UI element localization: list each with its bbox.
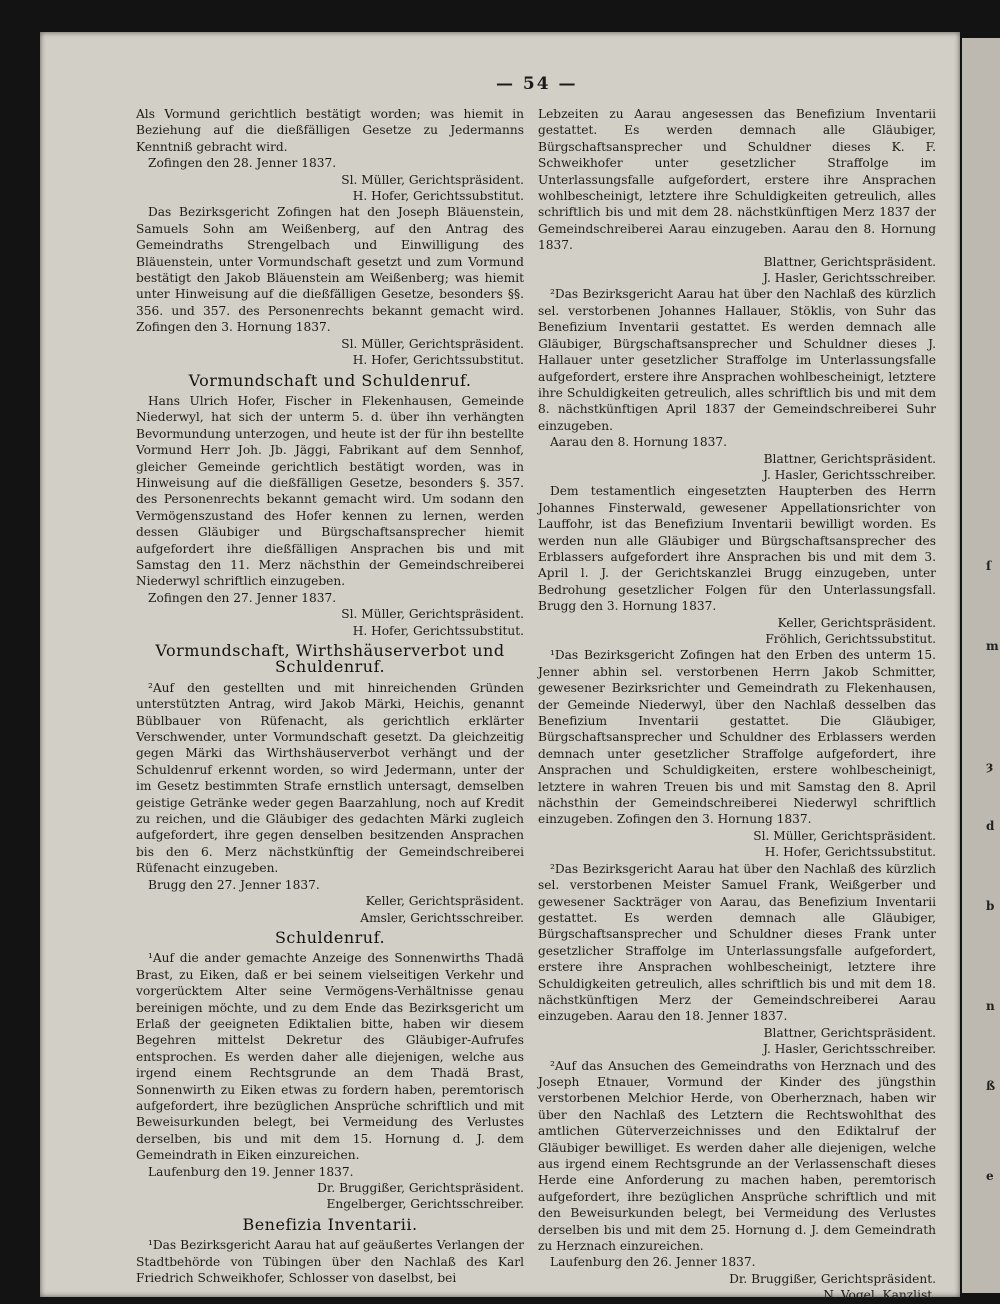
notice-date: Brugg den 27. Jenner 1837.	[148, 877, 320, 892]
notice-text: Hans Ulrich Hofer, Fischer in Flekenhausen, Gemeinde Niederwyl, hat sich der unterm 5. d. über ihn verhängten Bevormundung unterzogen, und heute ist der für ihn bestellte Vormund Herr Joh. Jb. Jäggi, Fabrikant auf dem Sennhof, gleicher Gemeinde gerichtlich bestätigt worden, was in Hinweisung auf die dießfälligen Gesetze, besonders §. 357. des Personenrechts bekannt gemacht wird. Um sodann den Vermögenszustand des Hofer kennen zu lernen, werden dessen Gläubiger und Bürgschaftsansprecher hiemit aufgefordert ihre dießfälligen Ansprachen bis und mit Samstag den 11. Merz nächsthin der Gemeindschreiberei Niederwyl schriftlich einzugeben.	[136, 393, 524, 589]
signature: Engelberger, Gerichtsschreiber.	[326, 1197, 524, 1212]
adjacent-page-fragment: b	[986, 899, 995, 913]
signature: N. Vogel, Kanzlist.	[823, 1288, 936, 1303]
adjacent-page-fragment: ß	[986, 1079, 996, 1093]
signature: Dr. Bruggißer, Gerichtspräsident.	[729, 1271, 936, 1286]
signature: J. Hasler, Gerichtsschreiber.	[763, 467, 936, 482]
signature: H. Hofer, Gerichtssubstitut.	[352, 623, 524, 638]
adjacent-page-fragment: e	[986, 1169, 994, 1183]
signature: Blattner, Gerichtspräsident.	[763, 1025, 936, 1040]
signature: Blattner, Gerichtspräsident.	[763, 254, 936, 269]
signature: Keller, Gerichtspräsident.	[365, 894, 524, 909]
notice-text: ²Auf den gestellten und mit hinreichenden Gründen unterstützten Antrag, wird Jakob Märki, Heichis, genannt Büblbauer von Rüfenacht, als gerichtlich erklärter Verschwender, unter Vormundschaft gesetzt. Da gleichzeitig gegen Märki das Wirthshäuserverbot verhängt und der Schuldenruf erkennt worden, so wird Jedermann, unter der im Gesetz bestimmten Strafe ernstlich untersagt, demselben geistige Getränke weder gegen Baarzahlung, noch auf Kredit zu reichen, und die Gläubiger des gedachten Märki zugleich aufgefordert, ihre gegen denselben besitzenden Ansprachen bis den 6. Merz nächstkünftig der Gemeindschreiberei Rüfenacht einzugeben.	[136, 680, 524, 876]
page-number: — 54 —	[496, 74, 578, 94]
signature: Blattner, Gerichtspräsident.	[763, 451, 936, 466]
section-heading: Vormundschaft, Wirthshäuserverbot und Schuldenruf.	[155, 641, 505, 677]
signature: H. Hofer, Gerichtssubstitut.	[352, 353, 524, 368]
signature: Keller, Gerichtspräsident.	[777, 615, 936, 630]
notice-text: Dem testamentlich eingesetzten Haupterben des Herrn Johannes Finsterwald, gewesener Appellationsrichter von Lauffohr, ist das Benefizium Inventarii bewilligt worden. Es werden nun alle Gläubiger und Bürgschaftsansprecher des Erblassers aufgefordert ihre Ansprachen bis und mit dem 3. April l. J. der Gerichtskanzlei Brugg einzugeben, unter Bedrohung gesetzlicher Folgen für den Unterlassungsfall. Brugg den 3. Hornung 1837.	[538, 484, 936, 614]
signature: J. Hasler, Gerichtsschreiber.	[763, 271, 936, 286]
signature: Sl. Müller, Gerichtspräsident.	[341, 172, 524, 187]
notice-date: Zofingen den 28. Jenner 1837.	[148, 156, 337, 171]
adjacent-page-fragment: m	[986, 639, 999, 653]
notice-text: Das Bezirksgericht Zofingen hat den Joseph Bläuenstein, Samuels Sohn am Weißenberg, auf den Antrag des Gemeindraths Strengelbach und Einwilligung des Bläuenstein, unter Vormundschaft gesetzt und zum Vormund bestätigt den Jakob Bläuenstein am Weißenberg; was hiemit unter Hinweisung auf die dießfälligen Gesetze, besonders §§. 356. und 357. des Personenrechts bekannt gemacht wird. Zofingen den 3. Hornung 1837.	[136, 205, 524, 335]
adjacent-page-fragment: n	[986, 999, 995, 1013]
adjacent-page-fragment: ȝ	[986, 759, 994, 773]
section-heading: Vormundschaft und Schuldenruf.	[188, 370, 472, 390]
signature: H. Hofer, Gerichtssubstitut.	[352, 189, 524, 204]
notice-date: Zofingen den 27. Jenner 1837.	[148, 590, 337, 605]
signature: Sl. Müller, Gerichtspräsident.	[753, 828, 936, 843]
right-column	[538, 106, 936, 1304]
adjacent-page-fragment: ſ	[986, 559, 992, 573]
notice-text: ²Auf das Ansuchen des Gemeindraths von Herznach und des Joseph Etnauer, Vormund der Kinder des jüngsthin verstorbenen Melchior Herde, von Oberherznach, haben wir über den Nachlaß des Letztern die Rechtswohlthat des amtlichen Güterverzeichnisses und den Ediktalruf der Gläubiger bewilliget. Es werden daher alle diejenigen, welche aus irgend einem Rechtsgrunde an der Verlassenschaft dieses Herde eine Anforderung zu machen haben, peremtorisch aufgefordert, ihre bezüglichen Ansprüche schriftlich und mit den Beweisurkunden belegt, bei Vermeidung des Verlustes derselben bis und mit dem 25. Hornung d. J. dem Gemeindrath zu Herznach einzureichen.	[538, 1058, 936, 1254]
notice-text: ¹Das Bezirksgericht Aarau hat auf geäußertes Verlangen der Stadtbehörde von Tübingen über den Nachlaß des Karl Friedrich Schweikhofer, Schlosser von daselbst, bei	[136, 1238, 524, 1286]
signature: Sl. Müller, Gerichtspräsident.	[341, 607, 524, 622]
section-heading: Schuldenruf.	[274, 927, 386, 947]
notice-date: Laufenburg den 26. Jenner 1837.	[550, 1255, 756, 1270]
signature: Fröhlich, Gerichtssubstitut.	[765, 632, 936, 646]
signature: J. Hasler, Gerichtsschreiber.	[763, 1042, 936, 1057]
notice-text: Als Vormund gerichtlich bestätigt worden; was hiemit in Beziehung auf die dießfälligen Gesetze zu Jedermanns Kenntniß gebracht wird.	[136, 107, 524, 154]
left-column	[136, 106, 524, 1286]
adjacent-page-fragment: d	[986, 819, 995, 833]
notice-text: Lebzeiten zu Aarau angesessen das Benefizium Inventarii gestattet. Es werden demnach alle Gläubiger, Bürgschaftsansprecher und Schuldner dieses K. F. Schweikhofer unter gesetzlicher Straffolge im Unterlassungsfalle aufgefordert, erstere ihre Ansprachen wohlbescheinigt, letztere ihre Schuldigkeiten getreulich, alles schriftlich bis und mit dem 28. nächstkünftigen Merz 1837 der Gemeindschreiberei Aarau einzugeben. Aarau den 8. Hornung 1837.	[538, 107, 936, 253]
notice-text: ²Das Bezirksgericht Aarau hat über den Nachlaß des kürzlich sel. verstorbenen Meister Samuel Frank, Weißgerber und gewesener Sackträger von Aarau, das Benefizium Inventarii gestattet. Es werden demnach alle Gläubiger, Bürgschaftsansprecher und Schuldner dieses Frank unter gesetzlicher Straffolge im Unterlassungsfalle aufgefordert, erstere ihre Ansprachen wohlbescheinigt, letztere ihre Schuldigkeiten getreulich, alles schriftlich bis und mit dem 18. nächstkünftigen Merz der Gemeindschreiberei Aarau einzugeben. Aarau den 18. Jenner 1837.	[538, 861, 936, 1024]
notice-text: ¹Das Bezirksgericht Zofingen hat den Erben des unterm 15. Jenner abhin sel. verstorbenen Herrn Jakob Schmitter, gewesener Bezirksrichter und Gemeindrath zu Flekenhausen, der Gemeinde Niederwyl, über den Nachlaß desselben das Benefizium Inventarii gestattet. Die Gläubiger, Bürgschaftsansprecher und Schuldner des Erblassers werden demnach unter gesetzlicher Straffolge aufgefordert, ihre Ansprachen und Schuldigkeiten, erstere wohlbescheinigt, letztere in wahren Treuen bis und mit Samstag den 8. April nächsthin der Gemeindschreiberei Niederwyl schriftlich einzugeben. Zofingen den 3. Hornung 1837.	[538, 648, 936, 827]
notice-date: Aarau den 8. Hornung 1837.	[550, 435, 728, 450]
notice-date: Laufenburg den 19. Jenner 1837.	[148, 1164, 354, 1179]
section-heading: Benefizia Inventarii.	[242, 1214, 418, 1234]
adjacent-page-edge	[962, 38, 1000, 1293]
notice-text: ¹Auf die ander gemachte Anzeige des Sonnenwirths Thadä Brast, zu Eiken, daß er bei seinem vielseitigen Verkehr und vorgerücktem Alter seine Vermögens-Verhältnisse genau bereinigen möchte, und zu dem Ende das Bezirksgericht um Erlaß der geeigneten Ediktalien bitte, haben wir diesem Begehren mittelst Dekretur des Gläubiger-Aufrufes entsprochen. Es werden daher alle diejenigen, welche aus irgend einem Rechtsgrunde an dem Thadä Brast, Sonnenwirth zu Eiken etwas zu fordern haben, peremtorisch aufgefordert, ihre bezüglichen Ansprüche schriftlich und mit Beweisurkunden belegt, bei Vermeidung des Verlustes derselben, bis und mit dem 15. Hornung d. J. dem Gemeindrath in Eiken einzureichen.	[136, 951, 524, 1163]
signature: Dr. Bruggißer, Gerichtspräsident.	[317, 1181, 524, 1195]
signature: H. Hofer, Gerichtssubstitut.	[764, 845, 936, 860]
signature: Sl. Müller, Gerichtspräsident.	[341, 336, 524, 351]
notice-text: ²Das Bezirksgericht Aarau hat über den Nachlaß des kürzlich sel. verstorbenen Johannes Hallauer, Stöklis, von Suhr das Benefizium Inventarii gestattet. Es werden demnach alle Gläubiger, Bürgschaftsansprecher und Schuldner dieses J. Hallauer unter gesetzlicher Straffolge im Unterlassungsfalle aufgefordert, erstere ihre Ansprachen wohlbescheinigt, letztere ihre Schuldigkeiten getreulich, alles schriftlich bis und mit dem 8. nächstkünftigen April 1837 der Gemeindschreiberei Suhr einzugeben.	[538, 287, 936, 433]
signature: Amsler, Gerichtsschreiber.	[360, 910, 524, 925]
